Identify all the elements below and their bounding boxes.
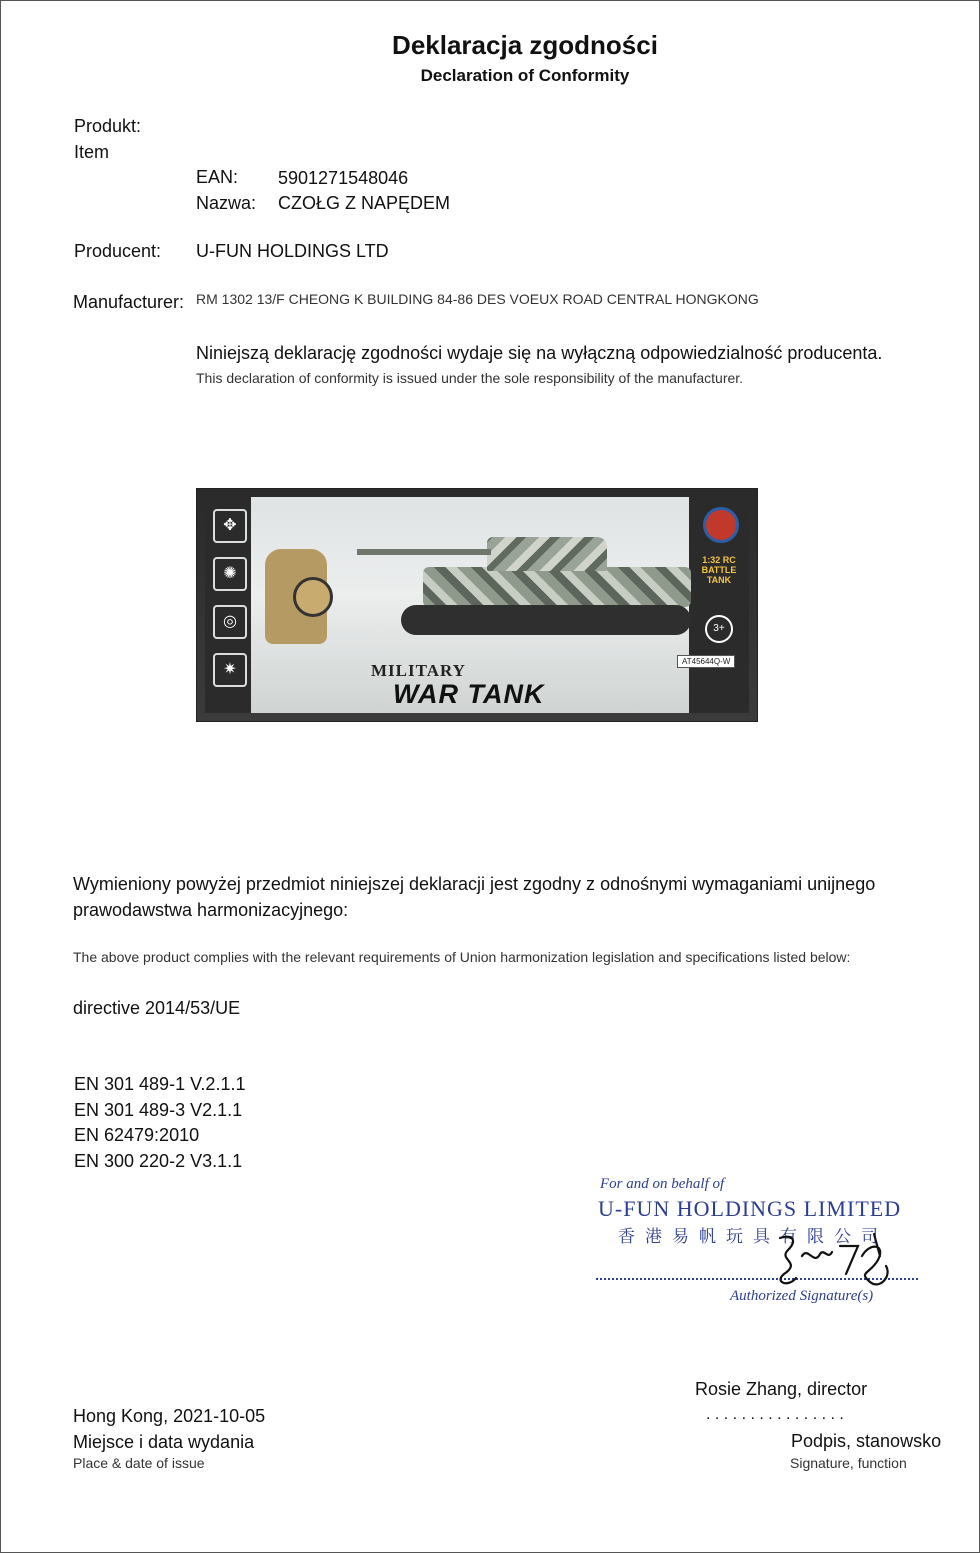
producer-value: U-FUN HOLDINGS LTD [196,241,389,261]
responsibility-pl: Niniejszą deklarację zgodności wydaje się na wyłączną odpowiedzialność producenta. [196,343,883,363]
feature-icon-column [205,497,251,713]
product-label-pl: Produkt: [74,116,142,136]
place-date: Hong Kong, 2021-10-05 [73,1406,266,1426]
remote-joystick [293,577,333,617]
box-scale-text: 1:32 RC BATTLE TANK [701,555,737,585]
tank-barrel [357,549,491,555]
turret-rotate-icon: ✷ [213,653,247,687]
responsibility-en: This declaration of conformity is issued under the sole responsibility of the manufacturer. [196,370,744,386]
compliance-pl-line1: Wymieniony powyżej przedmiot niniejszej deklaracji jest zgodny z odnośnymi wymaganiami unijnego [73,874,876,894]
company-stamp [592,1176,932,1316]
box-product-code: AT45644Q-W [677,655,735,668]
standard-2: EN 301 489-3 V2.1.1 [74,1100,243,1120]
tank-track [401,605,691,635]
stamp-company-name: U-FUN HOLDINGS LIMITED [598,1196,902,1221]
signature-dots: . . . . . . . . . . . . . . . . [706,1406,844,1423]
ean-value: 5901271548046 [278,168,409,188]
brand-logo-icon [703,507,739,543]
compliance-pl-line2: prawodawstwa harmonizacyjnego: [73,900,349,920]
manufacturer-label: Manufacturer: [73,292,185,312]
signature-label-en: Signature, function [790,1455,907,1471]
stamp-behalf-text: For and on behalf of [600,1176,725,1192]
manufacturer-address: RM 1302 13/F CHEONG K BUILDING 84-86 DES VOEUX ROAD CENTRAL HONGKONG [196,291,759,307]
signatory-name: Rosie Zhang, director [695,1379,868,1399]
compliance-en: The above product complies with the relevant requirements of Union harmonization legislation and specifications listed below: [73,949,851,965]
producer-label: Producent: [74,241,162,261]
name-value: CZOŁG Z NAPĘDEM [278,193,451,213]
brand-column [689,497,749,713]
standard-1: EN 301 489-1 V.2.1.1 [74,1074,246,1094]
directive: directive 2014/53/UE [73,998,241,1018]
name-label: Nazwa: [196,193,257,213]
box-title-wartank: WAR TANK [393,679,545,709]
headlight-icon: ✺ [213,557,247,591]
place-label-en: Place & date of issue [73,1455,205,1471]
ean-label: EAN: [196,167,239,187]
document-subtitle: Declaration of Conformity [420,66,630,85]
standard-4: EN 300 220-2 V3.1.1 [74,1151,243,1171]
product-label-en: Item [74,142,110,162]
signature-label-pl: Podpis, stanowsko [791,1431,942,1451]
tank-hull [423,567,691,607]
document-title: Deklaracja zgodności [392,30,658,60]
standard-3: EN 62479:2010 [74,1125,200,1145]
tank-turret [487,537,607,571]
stamp-company-name-zh: 香港易帆玩具有限公司 [618,1227,888,1247]
stamp-authorized-text: Authorized Signature(s) [730,1288,874,1304]
handwritten-signature [762,1216,912,1306]
age-badge: 3+ [705,615,733,643]
place-label-pl: Miejsce i data wydania [73,1432,255,1452]
four-channel-icon: ✥ [213,509,247,543]
product-photo [196,488,758,722]
box-title-military: MILITARY [371,661,466,680]
music-icon: ◎ [213,605,247,639]
